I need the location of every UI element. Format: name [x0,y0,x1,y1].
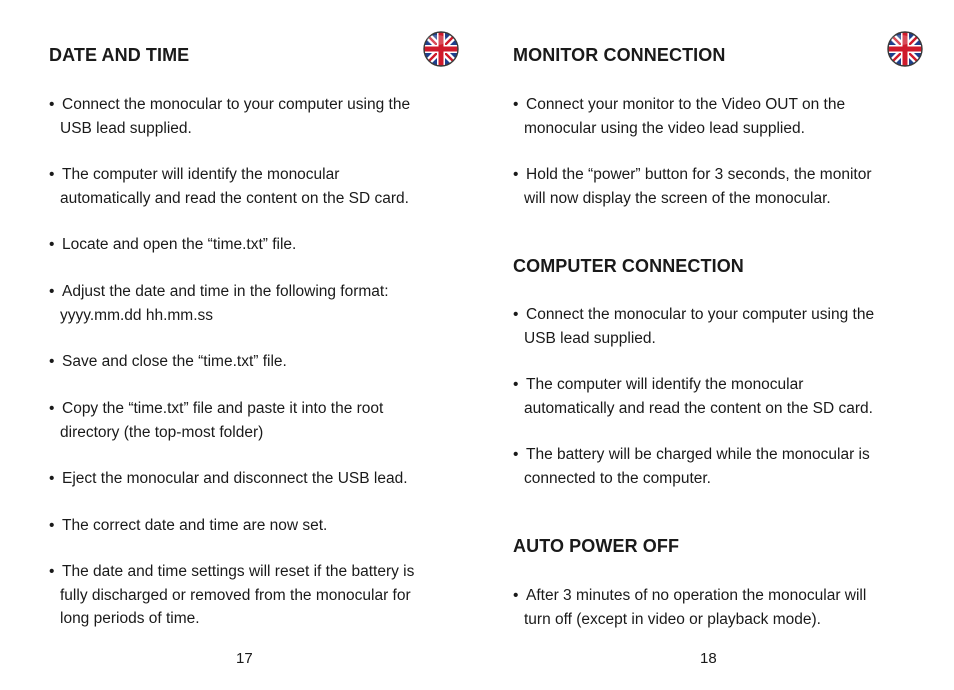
page-18 [477,0,954,690]
bullet-text-line: connected to the computer. [524,469,711,487]
uk-flag-icon [887,31,923,67]
bullet-text-line: USB lead supplied. [60,119,192,137]
bullet-item [49,397,383,444]
bullet-item [49,350,287,374]
bullet-icon: • [513,376,519,393]
bullet-text-line: The computer will identify the monocular [62,166,340,183]
bullet-text-line: The computer will identify the monocular [526,376,804,393]
bullet-icon: • [513,166,519,183]
bullet-item [49,560,414,631]
bullet-text-line: Locate and open the “time.txt” file. [62,236,297,253]
bullet-icon: • [49,353,55,370]
bullet-text-line: After 3 minutes of no operation the monocular will [526,587,867,604]
bullet-text-line: long periods of time. [60,610,200,627]
bullet-text-line: monocular using the video lead supplied. [524,119,805,137]
bullet-item [49,467,408,491]
bullet-text-line: automatically and read the content on the SD card. [60,189,409,207]
bullet-text-line: Connect your monitor to the Video OUT on the [526,96,846,113]
bullet-item [513,303,874,350]
uk-flag-icon [423,31,459,67]
bullet-item [49,233,296,257]
date-and-time-heading: DATE AND TIME [49,45,190,65]
bullet-item [513,584,866,631]
bullet-icon: • [49,563,55,580]
bullet-text-line: Connect the monocular to your computer using the [526,306,875,323]
bullet-item [513,93,845,140]
monitor-connection-heading: MONITOR CONNECTION [513,45,726,65]
bullet-text-line: The date and time settings will reset if the battery is [62,563,415,580]
bullet-icon: • [513,96,519,113]
bullet-icon: • [49,517,55,534]
bullet-icon: • [513,587,519,604]
bullet-icon: • [513,306,519,323]
bullet-item [513,163,872,210]
page-number: 17 [236,650,253,667]
bullet-text-line: Connect the monocular to your computer using the [62,96,411,113]
bullet-text-line: automatically and read the content on the SD card. [524,399,873,417]
bullet-icon: • [49,96,55,113]
bullet-icon: • [49,400,55,417]
bullet-text-line: turn off (except in video or playback mode). [524,610,821,628]
bullet-text-line: The battery will be charged while the monocular is [526,446,870,463]
computer-connection-heading: COMPUTER CONNECTION [513,256,744,276]
bullet-text-line: Hold the “power” button for 3 seconds, the monitor [526,166,872,183]
bullet-text-line: The correct date and time are now set. [62,517,328,534]
bullet-icon: • [49,283,55,300]
bullet-text-line: USB lead supplied. [524,329,656,347]
bullet-icon: • [513,446,519,463]
bullet-item [49,93,410,140]
bullet-text-line: yyyy.mm.dd hh.mm.ss [60,306,214,324]
page-number: 18 [700,650,717,667]
auto-power-off-heading: AUTO POWER OFF [513,536,680,556]
bullet-icon: • [49,470,55,487]
bullet-item [513,373,873,420]
bullet-text-line: Save and close the “time.txt” file. [62,353,287,370]
bullet-text-line: fully discharged or removed from the monocular for [60,586,411,604]
bullet-text-line: Copy the “time.txt” file and paste it into the root [62,400,384,417]
bullet-item [49,514,327,538]
bullet-text-line: will now display the screen of the monocular. [524,189,831,207]
bullet-icon: • [49,236,55,253]
bullet-text-line: directory (the top-most folder) [60,423,264,441]
bullet-item [49,163,409,210]
bullet-item [513,443,870,490]
bullet-text-line: Eject the monocular and disconnect the USB lead. [62,470,408,487]
bullet-icon: • [49,166,55,183]
bullet-text-line: Adjust the date and time in the following format: [62,283,389,300]
bullet-item [49,280,389,327]
